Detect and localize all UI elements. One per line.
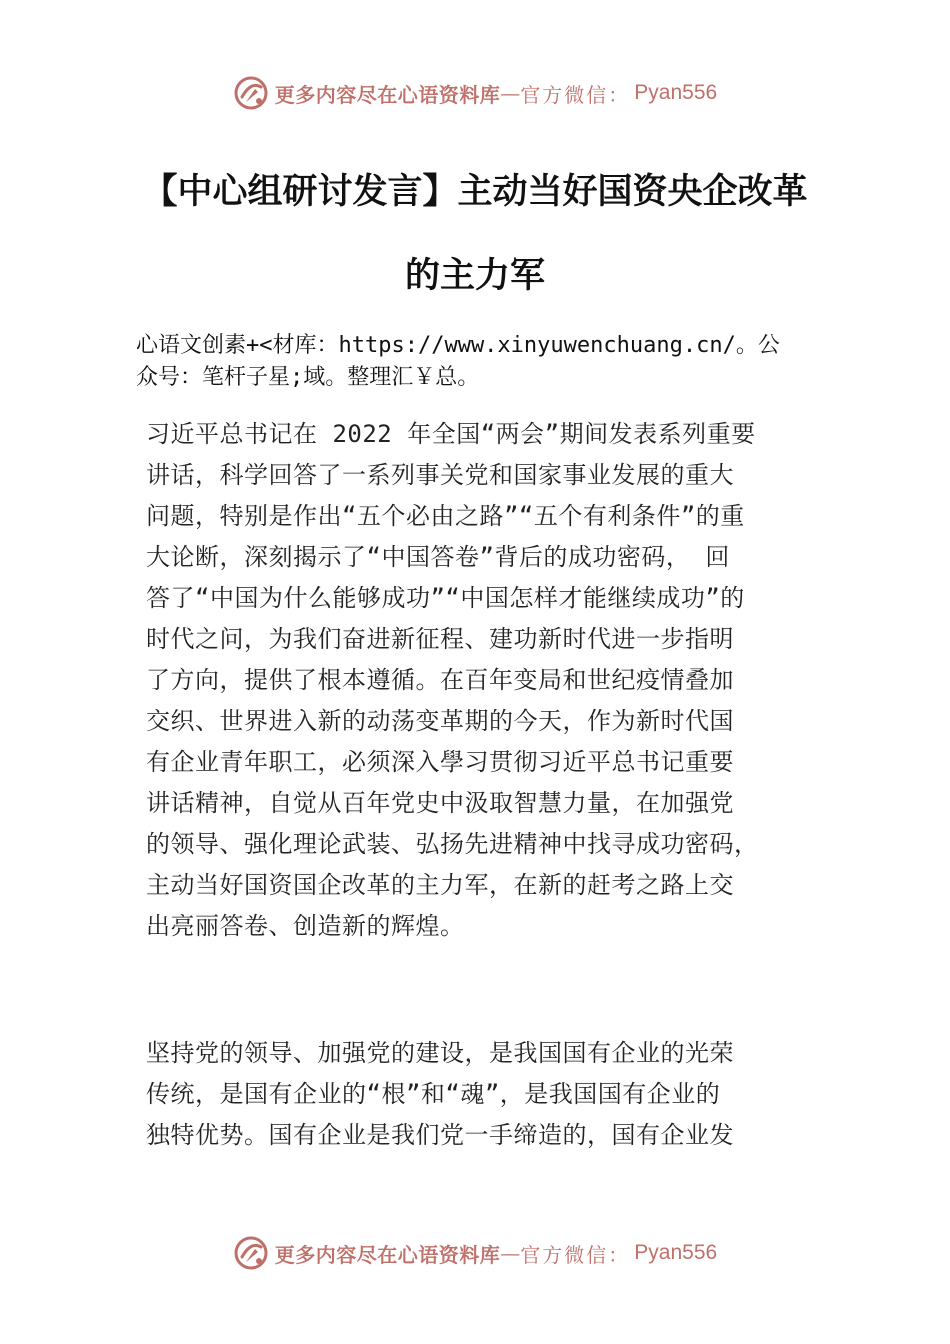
banner-dash: — [500, 1241, 521, 1265]
paragraph-line: 传统，是国有企业的“根”和“魂”，是我国国有企业的 [146, 1080, 721, 1108]
banner-wechat-label: 官方微信： [520, 1242, 631, 1267]
banner-wechat-id: Pyan556 [634, 81, 718, 104]
title-line-1: 【中心组研讨发言】主动当好国资央企改革 [142, 172, 808, 212]
banner-wechat-label: 官方微信： [520, 82, 631, 107]
paragraph-line: 的领导、强化理论武装、弘扬先进精神中找寻成功密码， [146, 830, 759, 858]
paragraph-line: 大论断，深刻揭示了“中国答卷”背后的成功密码， 回 [146, 543, 730, 571]
paragraph-line: 讲话，科学回答了一系列事关党和国家事业发展的重大 [146, 461, 734, 489]
paragraph-line: 习近平总书记在 2022 年全国“两会”期间发表系列重要 [146, 420, 756, 448]
paragraph-line: 交织、世界进入新的动荡变革期的今天，作为新时代国 [146, 707, 734, 735]
paragraph-line: 了方向，提供了根本遵循。在百年变局和世纪疫情叠加 [146, 666, 734, 694]
paragraph-line: 独特优势。国有企业是我们党一手缔造的，国有企业发 [146, 1121, 734, 1149]
source-line-1: 心语文创素+<材库：https://www.xinyuwenchuang.cn/。公 [136, 333, 780, 358]
source-note [136, 330, 848, 394]
banner-brand-text: 更多内容尽在心语资料库 [274, 82, 501, 107]
paragraph-line: 讲话精神，自觉从百年党史中汲取智慧力量，在加强党 [146, 789, 734, 817]
brand-logo-icon [233, 75, 269, 111]
paragraph-1 [146, 414, 836, 947]
paragraph-2 [146, 1033, 836, 1156]
paragraph-line: 主动当好国资国企改革的主力军，在新的赶考之路上交 [146, 871, 734, 899]
paragraph-line: 出亮丽答卷、创造新的辉煌。 [146, 912, 465, 940]
banner-brand-text: 更多内容尽在心语资料库 [274, 1242, 501, 1267]
source-line-2: 众号：笔杆子星;域。整理汇￥总。 [136, 365, 480, 390]
paragraph-line: 答了“中国为什么能够成功”“中国怎样才能继续成功”的 [146, 584, 745, 612]
header-banner [0, 68, 950, 118]
document-title [120, 150, 830, 318]
paragraph-line: 有企业青年职工，必须深入學习贯彻习近平总书记重要 [146, 748, 734, 776]
footer-banner [0, 1228, 950, 1278]
title-line-2: 的主力军 [404, 256, 545, 296]
brand-logo-icon [233, 1235, 269, 1271]
paragraph-line: 时代之问，为我们奋进新征程、建功新时代进一步指明 [146, 625, 734, 653]
paragraph-line: 坚持党的领导、加强党的建设，是我国国有企业的光荣 [146, 1039, 734, 1067]
paragraph-line: 问题，特别是作出“五个必由之路”“五个有利条件”的重 [146, 502, 745, 530]
banner-wechat-id: Pyan556 [634, 1241, 718, 1264]
banner-dash: — [500, 81, 521, 105]
